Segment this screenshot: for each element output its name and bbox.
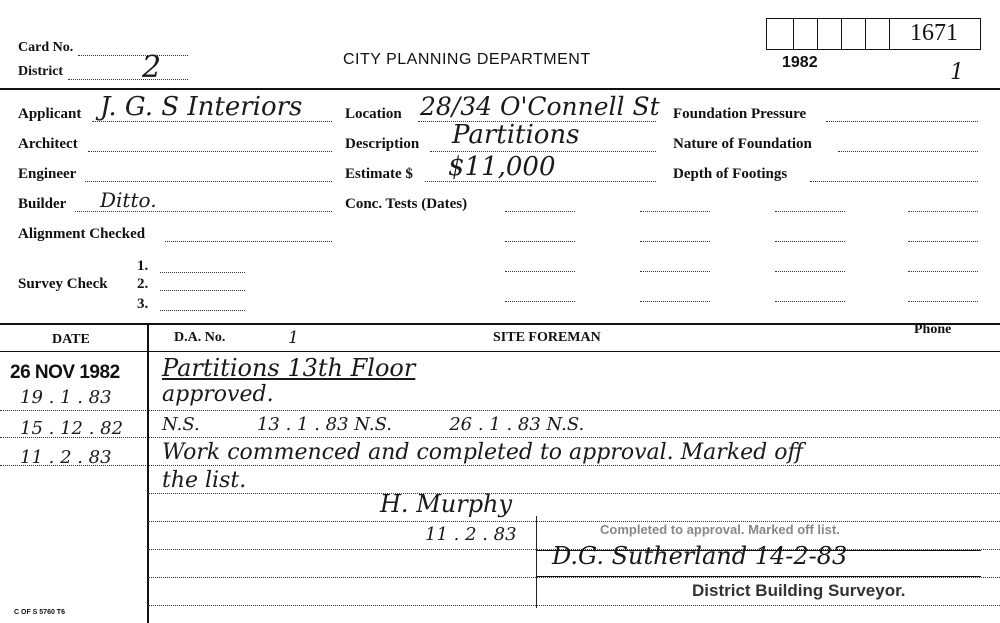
stamp-text: Completed to approval. Marked off list. <box>600 522 840 537</box>
da-no-label: D.A. No. <box>174 330 226 345</box>
estimate-value: $11,000 <box>448 152 556 182</box>
log-text-1: Partitions 13th Floor <box>162 354 416 382</box>
alignment-label: Alignment Checked <box>18 226 146 242</box>
signature-date: 11 . 2 . 83 <box>425 524 517 545</box>
survey-1: 1. <box>137 258 149 274</box>
log-text-2: approved. <box>162 382 274 407</box>
foreman-signature: H. Murphy <box>380 490 513 518</box>
log-date-3: 15 . 12 . 82 <box>20 418 124 439</box>
nature-foundation-label: Nature of Foundation <box>673 136 812 152</box>
site-foreman-header: SITE FOREMAN <box>493 330 601 345</box>
log-header-rule <box>0 351 1000 352</box>
survey-2-line <box>160 290 245 291</box>
depth-footings-label: Depth of Footings <box>673 166 788 182</box>
card-no-line <box>78 55 188 56</box>
survey-3: 3. <box>137 296 149 312</box>
foundation-pressure-label: Foundation Pressure <box>673 106 807 122</box>
log-date-2: 19 . 1 . 83 <box>20 387 112 408</box>
survey-1-line <box>160 272 245 273</box>
district-label: District <box>18 64 64 79</box>
description-label: Description <box>345 136 420 152</box>
survey-2: 2. <box>137 276 149 292</box>
log-divider <box>0 323 1000 325</box>
survey-3-line <box>160 310 245 311</box>
architect-label: Architect <box>18 136 78 152</box>
card-number: 1671 <box>910 20 958 46</box>
phone-header: Phone <box>914 322 952 337</box>
location-label: Location <box>345 106 402 122</box>
form-code: C OF S 5760 T6 <box>14 609 65 616</box>
card-no-label: Card No. <box>18 40 74 55</box>
header-divider <box>0 88 1000 90</box>
log-text-4: Work commenced and completed to approval. Marked off <box>162 440 804 465</box>
surveyor-signature: D.G. Sutherland 14-2-83 <box>552 542 848 570</box>
district-value: 2 <box>142 50 162 85</box>
date-column-header: DATE <box>52 332 90 347</box>
location-value: 28/34 O'Connell St <box>420 92 660 121</box>
year-suffix: 1 <box>950 60 964 85</box>
engineer-line <box>85 181 332 182</box>
estimate-label: Estimate $ <box>345 166 413 182</box>
da-no-value: 1 <box>288 328 299 348</box>
architect-line <box>88 151 332 152</box>
alignment-line <box>165 241 332 242</box>
log-text-5: the list. <box>162 468 247 493</box>
log-date-4: 11 . 2 . 83 <box>20 447 112 468</box>
date-column-divider <box>147 323 149 623</box>
depth-footings-line <box>810 181 978 182</box>
foundation-pressure-line <box>826 121 978 122</box>
district-line <box>68 79 188 80</box>
nature-foundation-line <box>838 151 978 152</box>
builder-value: Ditto. <box>100 188 157 212</box>
survey-label: Survey Check <box>18 276 108 292</box>
log-date-1: 26 NOV 1982 <box>10 362 120 383</box>
department-title: CITY PLANNING DEPARTMENT <box>343 51 591 68</box>
description-value: Partitions <box>452 120 580 150</box>
applicant-label: Applicant <box>18 106 82 122</box>
engineer-label: Engineer <box>18 166 77 182</box>
applicant-value: J. G. S Interiors <box>100 92 303 122</box>
surveyor-title: District Building Surveyor. <box>692 581 906 600</box>
year: 1982 <box>782 54 818 71</box>
log-text-3: N.S. 13 . 1 . 83 N.S. 26 . 1 . 83 N.S. <box>162 414 585 435</box>
builder-label: Builder <box>18 196 67 212</box>
conc-tests-label: Conc. Tests (Dates) <box>345 196 468 212</box>
